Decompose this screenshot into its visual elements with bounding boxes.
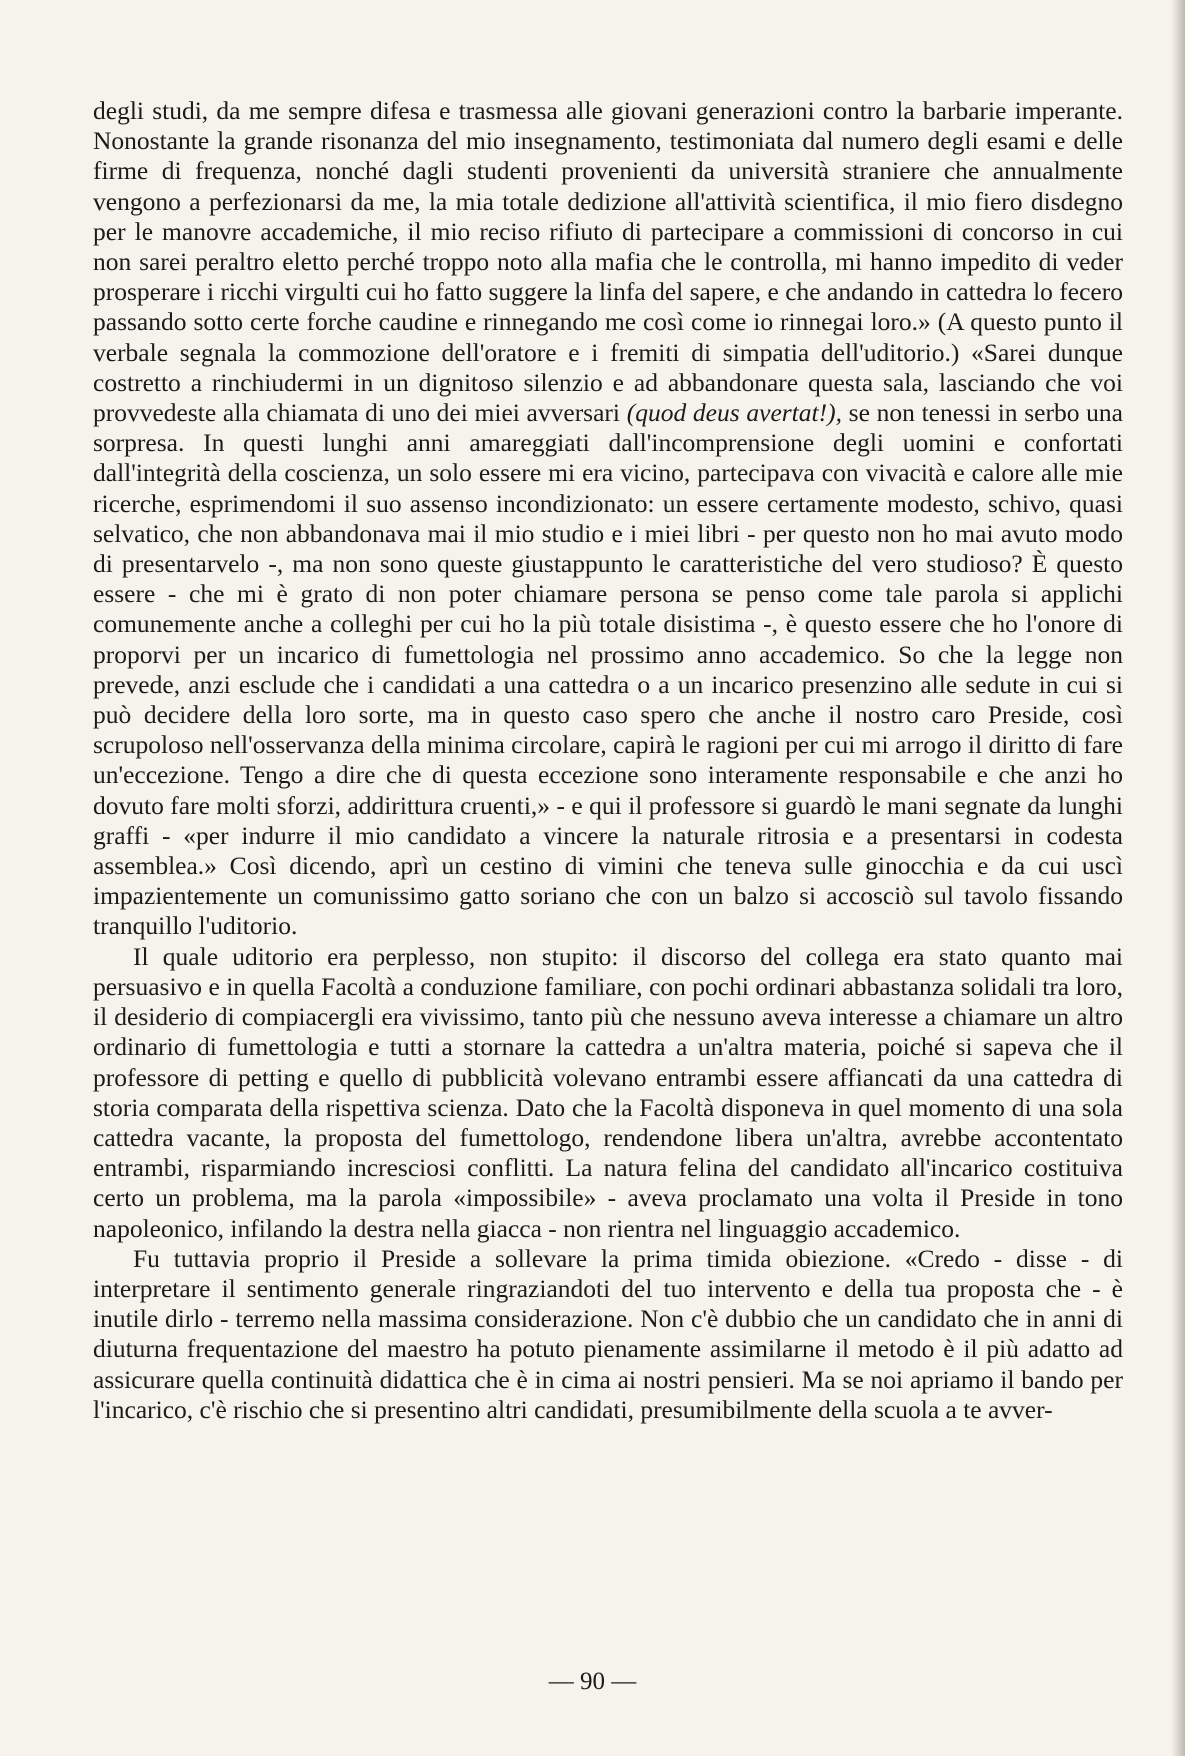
paragraph-2: Il quale uditorio era perplesso, non stupito: il discorso del collega era stato quanto mai persuasivo e in quella Facoltà a conduzione familiare, con pochi ordinari abbastanza solidali tra loro, il desiderio di compiacergli era vivissimo, tanto più che nessuno aveva interesse a chiamare un altro ordinario di fumettologia e tutti a stornare la cattedra a un'altra materia, poiché si sapeva che il professore di petting e quello di pubblicità volevano entrambi essere affiancati da una cattedra di storia comparata della rispettiva scienza. Dato che la Facoltà disponeva in quel momento di una sola cattedra vacante, la proposta del fumettologo, rendendone libera un'altra, avrebbe accontentato entrambi, risparmiando incresciosi conflitti. La natura felina del candidato all'incarico costituiva certo un problema, ma la parola «impossibile» - aveva proclamato una volta il Preside in tono napoleonico, infilando la destra nella giacca - non rientra nel linguaggio accademico. [93,941,1123,1243]
paragraph-1-text-start: degli studi, da me sempre difesa e trasmessa alle giovani generazioni contro la barbarie imperante. Nonostante la grande risonanza del mio insegnamento, testimoniata dal numero degli esami e delle firme di frequenza, nonché dagli studenti provenienti da università straniere che annualmente vengono a perfezionarsi da me, la mia totale dedizione all'attività scientifica, il mio fiero disdegno per le manovre accademiche, il mio reciso rifiuto di partecipare a commissioni di concorso in cui non sarei peraltro eletto perché troppo noto alla mafia che le controlla, mi hanno impedito di veder prosperare i ricchi virgulti cui ho fatto suggere la linfa del sapere, e che andando in cattedra lo fecero passando sotto certe forche caudine e rinnegando me così come io rinnegai loro.» (A questo punto il verbale segnala la commozione dell'oratore e i fremiti di simpatia dell'uditorio.) «Sarei dunque costretto a rinchiudermi in un dignitoso silenzio e ad abbandonare questa sala, lasciando che voi provvedeste alla chiamata di uno dei miei avversari [93,96,1123,428]
paragraph-1-text-end: se non tenessi in serbo una sorpresa. In questi lunghi anni amareggiati dall'incomprensione degli uomini e confortati dall'integrità della coscienza, un solo essere mi era vicino, partecipava con vivacità e calore alle mie ricerche, esprimendomi il suo assenso incondizionato: un essere certamente modesto, schivo, quasi selvatico, che non abbandonava mai il mio studio e i miei libri - per questo non ho mai avuto modo di presentarvelo -, ma non sono queste giustappunto le caratteristiche del vero studioso? È questo essere - che mi è grato di non poter chiamare persona se penso come tale parola si applichi comunemente anche a colleghi per cui ho la più totale disistima -, è questo essere che ho l'onore di proporvi per un incarico di fumettologia nel prossimo anno accademico. So che la legge non prevede, anzi esclude che i candidati a una cattedra o a un incarico presenzino alle sedute in cui si può decidere della loro sorte, ma in questo caso spero che anche il nostro caro Preside, così scrupoloso nell'osservanza della minima circolare, capirà le ragioni per cui mi arrogo il diritto di fare un'eccezione. Tengo a dire che di questa eccezione sono interamente responsabile e che anzi ho dovuto fare molti sforzi, addirittura cruenti,» - e qui il professore si guardò le mani segnate da lunghi graffi - «per indurre il mio candidato a vincere la naturale ritrosia e a presentarsi in codesta assemblea.» Così dicendo, aprì un cestino di vimini che teneva sulle ginocchia e da cui uscì impazientemente un comunissimo gatto soriano che con un balzo si accosciò sul tavolo fissando tranquillo l'uditorio. [93,398,1124,941]
page-edge [1171,0,1185,1756]
body-text [93,96,1123,1425]
paragraph-3: Fu tuttavia proprio il Preside a sollevare la prima timida obiezione. «Credo - disse - di interpretare il sentimento generale ringraziandoti del tuo intervento e della tua proposta che - è inutile dirlo - terremo nella massima considerazione. Non c'è dubbio che un candidato che in anni di diuturna frequentazione del maestro ha potuto pienamente assimilarne il metodo è il più adatto ad assicurare quella continuità didattica che è in cima ai nostri pensieri. Ma se noi apriamo il bando per l'incarico, c'è rischio che si presentino altri candidati, presumibilmente della scuola a te avver- [93,1243,1123,1424]
latin-phrase: (quod deus avertat!), [626,398,842,428]
paragraph-1 [93,96,1123,942]
page-number: — 90 — [548,1668,637,1695]
